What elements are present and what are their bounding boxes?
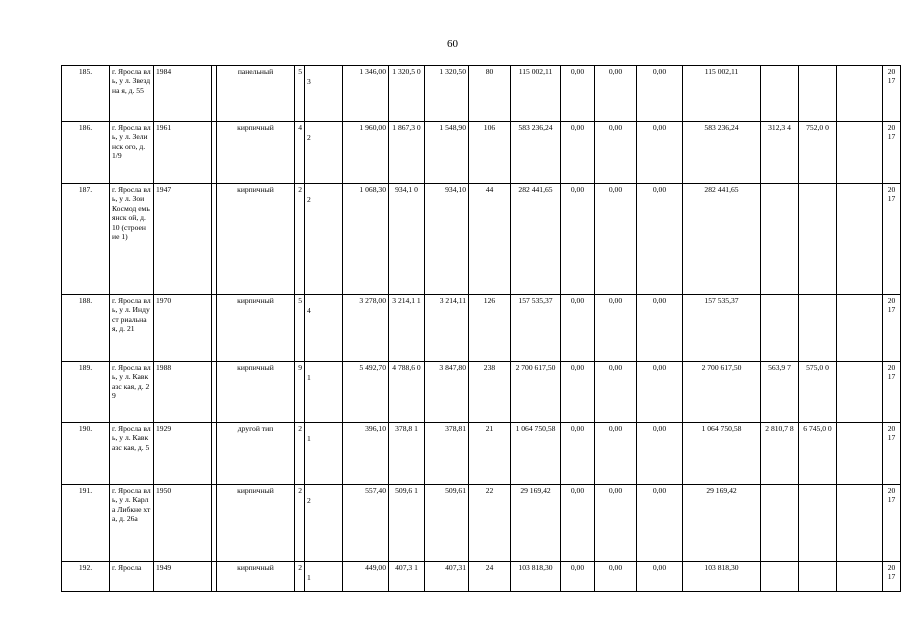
- cell-area-total: 557,40: [343, 485, 389, 562]
- cell-x1: 563,9 7: [761, 362, 799, 423]
- cell-total: 282 441,65: [683, 184, 761, 295]
- cell-blank: [837, 423, 883, 485]
- cell-material: другой тип: [217, 423, 295, 485]
- housing-table: [61, 65, 901, 592]
- cell-entrances: [305, 66, 343, 122]
- cell-floors: 5: [295, 66, 305, 122]
- cell-v2: 0,00: [595, 295, 637, 362]
- cell-addr: г. Яросла: [110, 562, 154, 592]
- entrances-value: 3: [307, 77, 311, 86]
- cell-x2: 752,0 0: [799, 122, 837, 184]
- cell-v3: 0,00: [637, 122, 683, 184]
- cell-v2: 0,00: [595, 66, 637, 122]
- cell-year: 1988: [154, 362, 212, 423]
- cell-total: 157 535,37: [683, 295, 761, 362]
- cell-material: кирпичный: [217, 184, 295, 295]
- entrances-value: 4: [307, 306, 311, 315]
- cell-addr: г. Яросла вль, у л. Звездна я, д. 55: [110, 66, 154, 122]
- table-row: [62, 122, 901, 184]
- cell-entrances: [305, 295, 343, 362]
- cell-area-total: 1 346,00: [343, 66, 389, 122]
- cell-entrances: [305, 423, 343, 485]
- cell-floors: 4: [295, 122, 305, 184]
- cell-v1: 0,00: [561, 295, 595, 362]
- cell-cost: 282 441,65: [511, 184, 561, 295]
- cell-x1: [761, 295, 799, 362]
- cell-year: 1929: [154, 423, 212, 485]
- table-row: [62, 295, 901, 362]
- cell-deadline: 20 17: [883, 423, 901, 485]
- cell-x2: [799, 485, 837, 562]
- cell-v3: 0,00: [637, 295, 683, 362]
- cell-area2: 1 320,50: [425, 66, 469, 122]
- cell-area-total: 1 068,30: [343, 184, 389, 295]
- cell-area2: 509,61: [425, 485, 469, 562]
- cell-x1: [761, 562, 799, 592]
- cell-total: 583 236,24: [683, 122, 761, 184]
- cell-num: 186.: [62, 122, 110, 184]
- cell-entrances: [305, 184, 343, 295]
- cell-residents: 106: [469, 122, 511, 184]
- cell-addr: г. Яросла вль, у л. Индуст риальна я, д. 21: [110, 295, 154, 362]
- cell-floors: 2: [295, 184, 305, 295]
- cell-area-living: 407,3 1: [389, 562, 425, 592]
- cell-v2: 0,00: [595, 485, 637, 562]
- entrances-value: 1: [307, 573, 311, 582]
- cell-x2: [799, 184, 837, 295]
- table-row: [62, 562, 901, 592]
- cell-v2: 0,00: [595, 184, 637, 295]
- cell-x2: [799, 66, 837, 122]
- cell-v1: 0,00: [561, 66, 595, 122]
- cell-v1: 0,00: [561, 184, 595, 295]
- entrances-value: 2: [307, 195, 311, 204]
- cell-blank: [837, 295, 883, 362]
- cell-blank: [837, 362, 883, 423]
- cell-v1: 0,00: [561, 362, 595, 423]
- cell-residents: 238: [469, 362, 511, 423]
- cell-x1: 312,3 4: [761, 122, 799, 184]
- entrances-value: 2: [307, 496, 311, 505]
- cell-num: 192.: [62, 562, 110, 592]
- cell-cost: 115 002,11: [511, 66, 561, 122]
- cell-material: кирпичный: [217, 562, 295, 592]
- page-number: 60: [447, 38, 458, 50]
- cell-num: 187.: [62, 184, 110, 295]
- cell-addr: г. Яросла вль, у л. Зои Космод емьянск ой, д. 10 (строен ие 1): [110, 184, 154, 295]
- cell-num: 185.: [62, 66, 110, 122]
- cell-v2: 0,00: [595, 562, 637, 592]
- cell-entrances: [305, 122, 343, 184]
- cell-material: кирпичный: [217, 122, 295, 184]
- cell-x1: [761, 184, 799, 295]
- cell-area2: 934,10: [425, 184, 469, 295]
- cell-x2: 575,0 0: [799, 362, 837, 423]
- cell-area-total: 449,00: [343, 562, 389, 592]
- cell-material: панельный: [217, 66, 295, 122]
- cell-residents: 22: [469, 485, 511, 562]
- cell-blank: [837, 122, 883, 184]
- cell-deadline: 20 17: [883, 295, 901, 362]
- cell-v1: 0,00: [561, 562, 595, 592]
- cell-cost: 1 064 750,58: [511, 423, 561, 485]
- entrances-value: 2: [307, 133, 311, 142]
- cell-cost: 103 818,30: [511, 562, 561, 592]
- cell-total: 29 169,42: [683, 485, 761, 562]
- table-row: [62, 423, 901, 485]
- cell-v3: 0,00: [637, 362, 683, 423]
- cell-area-living: 1 867,3 0: [389, 122, 425, 184]
- cell-v3: 0,00: [637, 184, 683, 295]
- cell-area-living: 378,8 1: [389, 423, 425, 485]
- cell-x2: [799, 295, 837, 362]
- cell-v1: 0,00: [561, 122, 595, 184]
- cell-blank: [837, 485, 883, 562]
- cell-x1: [761, 66, 799, 122]
- cell-area-living: 934,1 0: [389, 184, 425, 295]
- cell-v3: 0,00: [637, 562, 683, 592]
- cell-material: кирпичный: [217, 295, 295, 362]
- cell-v2: 0,00: [595, 423, 637, 485]
- entrances-value: 1: [307, 434, 311, 443]
- cell-year: 1949: [154, 562, 212, 592]
- cell-v2: 0,00: [595, 122, 637, 184]
- cell-area2: 378,81: [425, 423, 469, 485]
- cell-residents: 21: [469, 423, 511, 485]
- cell-area-living: 3 214,1 1: [389, 295, 425, 362]
- cell-addr: г. Яросла вль, у л. Кавказс кая, д. 29: [110, 362, 154, 423]
- cell-x1: [761, 485, 799, 562]
- cell-num: 189.: [62, 362, 110, 423]
- cell-area-total: 5 492,70: [343, 362, 389, 423]
- cell-deadline: 20 17: [883, 66, 901, 122]
- cell-deadline: 20 17: [883, 184, 901, 295]
- cell-floors: 9: [295, 362, 305, 423]
- cell-v1: 0,00: [561, 423, 595, 485]
- cell-material: кирпичный: [217, 362, 295, 423]
- cell-v2: 0,00: [595, 362, 637, 423]
- cell-year: 1950: [154, 485, 212, 562]
- cell-addr: г. Яросла вль, у л. Кавказс кая, д. 5: [110, 423, 154, 485]
- cell-material: кирпичный: [217, 485, 295, 562]
- cell-cost: 583 236,24: [511, 122, 561, 184]
- cell-num: 190.: [62, 423, 110, 485]
- cell-v1: 0,00: [561, 485, 595, 562]
- cell-entrances: [305, 485, 343, 562]
- entrances-value: 1: [307, 373, 311, 382]
- cell-num: 188.: [62, 295, 110, 362]
- cell-deadline: 20 17: [883, 562, 901, 592]
- cell-v3: 0,00: [637, 66, 683, 122]
- cell-area-living: 509,6 1: [389, 485, 425, 562]
- cell-total: 103 818,30: [683, 562, 761, 592]
- cell-floors: 2: [295, 423, 305, 485]
- cell-area-total: 3 278,00: [343, 295, 389, 362]
- cell-x2: 6 745,0 0: [799, 423, 837, 485]
- cell-floors: 2: [295, 485, 305, 562]
- cell-cost: 29 169,42: [511, 485, 561, 562]
- cell-total: 115 002,11: [683, 66, 761, 122]
- cell-residents: 126: [469, 295, 511, 362]
- cell-v3: 0,00: [637, 423, 683, 485]
- table-row: [62, 362, 901, 423]
- cell-area2: 3 847,80: [425, 362, 469, 423]
- cell-deadline: 20 17: [883, 485, 901, 562]
- table-row: [62, 184, 901, 295]
- cell-blank: [837, 66, 883, 122]
- cell-area2: 3 214,11: [425, 295, 469, 362]
- cell-residents: 24: [469, 562, 511, 592]
- cell-area-total: 396,10: [343, 423, 389, 485]
- cell-blank: [837, 562, 883, 592]
- table-row: [62, 66, 901, 122]
- cell-cost: 157 535,37: [511, 295, 561, 362]
- cell-year: 1970: [154, 295, 212, 362]
- cell-addr: г. Яросла вль, у л. Карла Либкне хта, д. 26а: [110, 485, 154, 562]
- cell-num: 191.: [62, 485, 110, 562]
- cell-x1: 2 810,7 8: [761, 423, 799, 485]
- cell-entrances: [305, 362, 343, 423]
- cell-area2: 1 548,90: [425, 122, 469, 184]
- cell-v3: 0,00: [637, 485, 683, 562]
- cell-area-living: 1 320,5 0: [389, 66, 425, 122]
- cell-addr: г. Яросла вль, у л. Зелинск ого, д. 1/9: [110, 122, 154, 184]
- cell-total: 1 064 750,58: [683, 423, 761, 485]
- cell-year: 1984: [154, 66, 212, 122]
- cell-cost: 2 700 617,50: [511, 362, 561, 423]
- table-row: [62, 485, 901, 562]
- cell-total: 2 700 617,50: [683, 362, 761, 423]
- cell-deadline: 20 17: [883, 122, 901, 184]
- cell-entrances: [305, 562, 343, 592]
- cell-blank: [837, 184, 883, 295]
- cell-deadline: 20 17: [883, 362, 901, 423]
- cell-area2: 407,31: [425, 562, 469, 592]
- cell-area-living: 4 788,6 0: [389, 362, 425, 423]
- cell-residents: 80: [469, 66, 511, 122]
- cell-year: 1961: [154, 122, 212, 184]
- cell-area-total: 1 960,00: [343, 122, 389, 184]
- cell-residents: 44: [469, 184, 511, 295]
- cell-floors: 2: [295, 562, 305, 592]
- cell-x2: [799, 562, 837, 592]
- cell-floors: 5: [295, 295, 305, 362]
- cell-year: 1947: [154, 184, 212, 295]
